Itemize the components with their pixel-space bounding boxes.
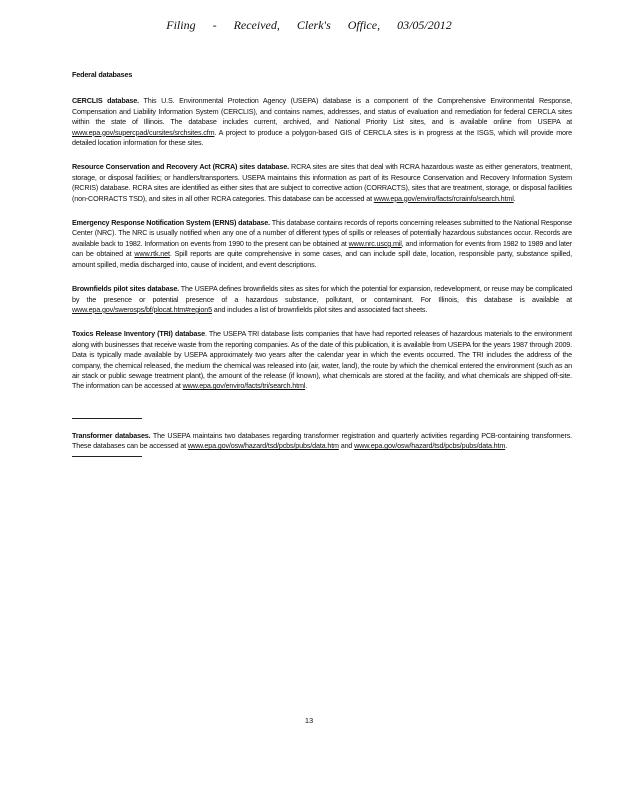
erns-link-nrc[interactable]: www.nrc.uscg.mil [348, 238, 402, 248]
section-title: Federal databases [72, 70, 133, 79]
cerclis-link[interactable]: www.epa.gov/supercpad/cursites/srchsites.cfm [72, 127, 215, 137]
rcra-heading: Resource Conservation and Recovery Act (RCRA) sites database. [72, 162, 289, 172]
paragraph-tri [72, 329, 572, 391]
cerclis-heading: CERCLIS database. [72, 96, 139, 106]
page-number: 13 [304, 716, 314, 725]
paragraph-brownfields [72, 284, 572, 315]
header-date: 03/05/2012 [397, 18, 452, 32]
rcra-link[interactable]: www.epa.gov/enviro/facts/rcrainfo/search.html [373, 193, 514, 203]
tri-link[interactable]: www.epa.gov/enviro/facts/tri/search.html [182, 381, 306, 391]
erns-mid: , and information for events from 1982 to 1989 and later can be obtained at [72, 238, 572, 259]
transformer-heading: Transformer databases. [72, 430, 151, 440]
erns-heading: Emergency Response Notification System (ERNS) database. [72, 218, 270, 228]
filing-header [0, 18, 618, 33]
transformer-tail: . [505, 441, 508, 451]
brownfields-text: The USEPA defines brownfields sites as sites for which the potential for expansion, redevelopment, or reuse may be complicated by the presence or potential presence of a hazardous substance, pollutant, or contaminant. For Illinois, this database is available at [72, 284, 572, 304]
paragraph-transformer [72, 431, 572, 452]
document-body [72, 70, 572, 457]
erns-text: This database contains records of reports concerning releases submitted to the National Response Center (NRC). The NRC is usually notified when any one of a number of different types of spills or releases of potentially hazardous substances occur. Records are available back to 1982. Information on events from 1990 to the present can be obtained at [72, 218, 572, 248]
tri-tail: . [305, 381, 308, 391]
header-office: Clerk's Office, [296, 18, 381, 32]
transformer-text: The USEPA maintains two databases regarding transformer registration and quarterly activities regarding PCB-containing transformers. These databases can be accessed at [72, 430, 572, 451]
cerclis-tail: . A project to produce a polygon-based GIS of CERCLA sites is in progress at the ISGS, which will provide more detailed location information for these sites. [72, 127, 572, 148]
paragraph-cerclis [72, 96, 572, 148]
erns-link-rtk[interactable]: www.rtk.net [134, 249, 170, 259]
tri-heading: Toxics Release Inventory (TRI) database [72, 329, 205, 339]
paragraph-rcra [72, 162, 572, 204]
paragraph-erns [72, 218, 572, 270]
footer-divider [72, 456, 142, 457]
header-filing: Filing - Received, [166, 18, 280, 32]
erns-tail: . Spill reports are quite comprehensive in some cases, and can include spill date, location, responsible party, substance spilled, amount spilled, media discharged into, cause of incident, and event descriptions. [72, 249, 572, 269]
brownfields-tail: and includes a list of brownfields pilot sites and associated fact sheets. [211, 304, 428, 314]
rcra-tail: . [513, 193, 516, 203]
cerclis-text: This U.S. Environmental Protection Agency (USEPA) database is a component of the Comprehensive Environmental Response, Compensation and Liability Information System (CERCLIS), and contains names, addresses, and status of evaluation and remediation for federal CERCLA sites within the state of Illinois. The database includes current, archived, and National Priority List sites, and is available online from USEPA at [72, 96, 573, 127]
footnote-divider [72, 418, 142, 419]
transformer-link-1[interactable]: www.epa.gov/osw/hazard/tsd/pcbs/pubs/data.htm [187, 441, 339, 451]
rcra-text: RCRA sites are sites that deal with RCRA hazardous waste as either generators, treatment, storage, or disposal facilities; or handlers/transporters. USEPA maintains this information as part of its Resource Conservation and Recovery Information System (RCRIS) database. RCRA sites are identified as either sites that are subject to corrective action (CORRACTS), sites that are treatment, storage, or disposal facilities (non-CORRACTS TSD), and sites in all other RCRA categories. This database can be accessed at [72, 162, 572, 203]
brownfields-heading: Brownfields pilot sites database. [72, 284, 180, 294]
tri-text: . The USEPA TRI database lists companies that have had reported releases of hazardous materials to the environment along with businesses that receive waste from the reporting companies. As of the date of this publication, it is available from USEPA for the years 1987 through 2009. Data is typically made available by USEPA approximately two years after the calendar year in which the events occurred. The TRI includes the address of the company, the chemical released, the medium the chemical was released into (air, water, land), the route by which the chemical entered the environment (such as an air stack or public sewage treatment plant), the amount of the release (if known), what chemicals are stored at the facility, and what chemicals are shipped off-site. The information can be accessed at [72, 329, 573, 391]
transformer-link-2[interactable]: www.epa.gov/osw/hazard/tsd/pcbs/pubs/data.htm [354, 441, 506, 451]
transformer-mid: and [338, 441, 355, 451]
brownfields-link[interactable]: www.epa.gov/swerosps/bf/plocat.htm#region5 [72, 304, 212, 314]
